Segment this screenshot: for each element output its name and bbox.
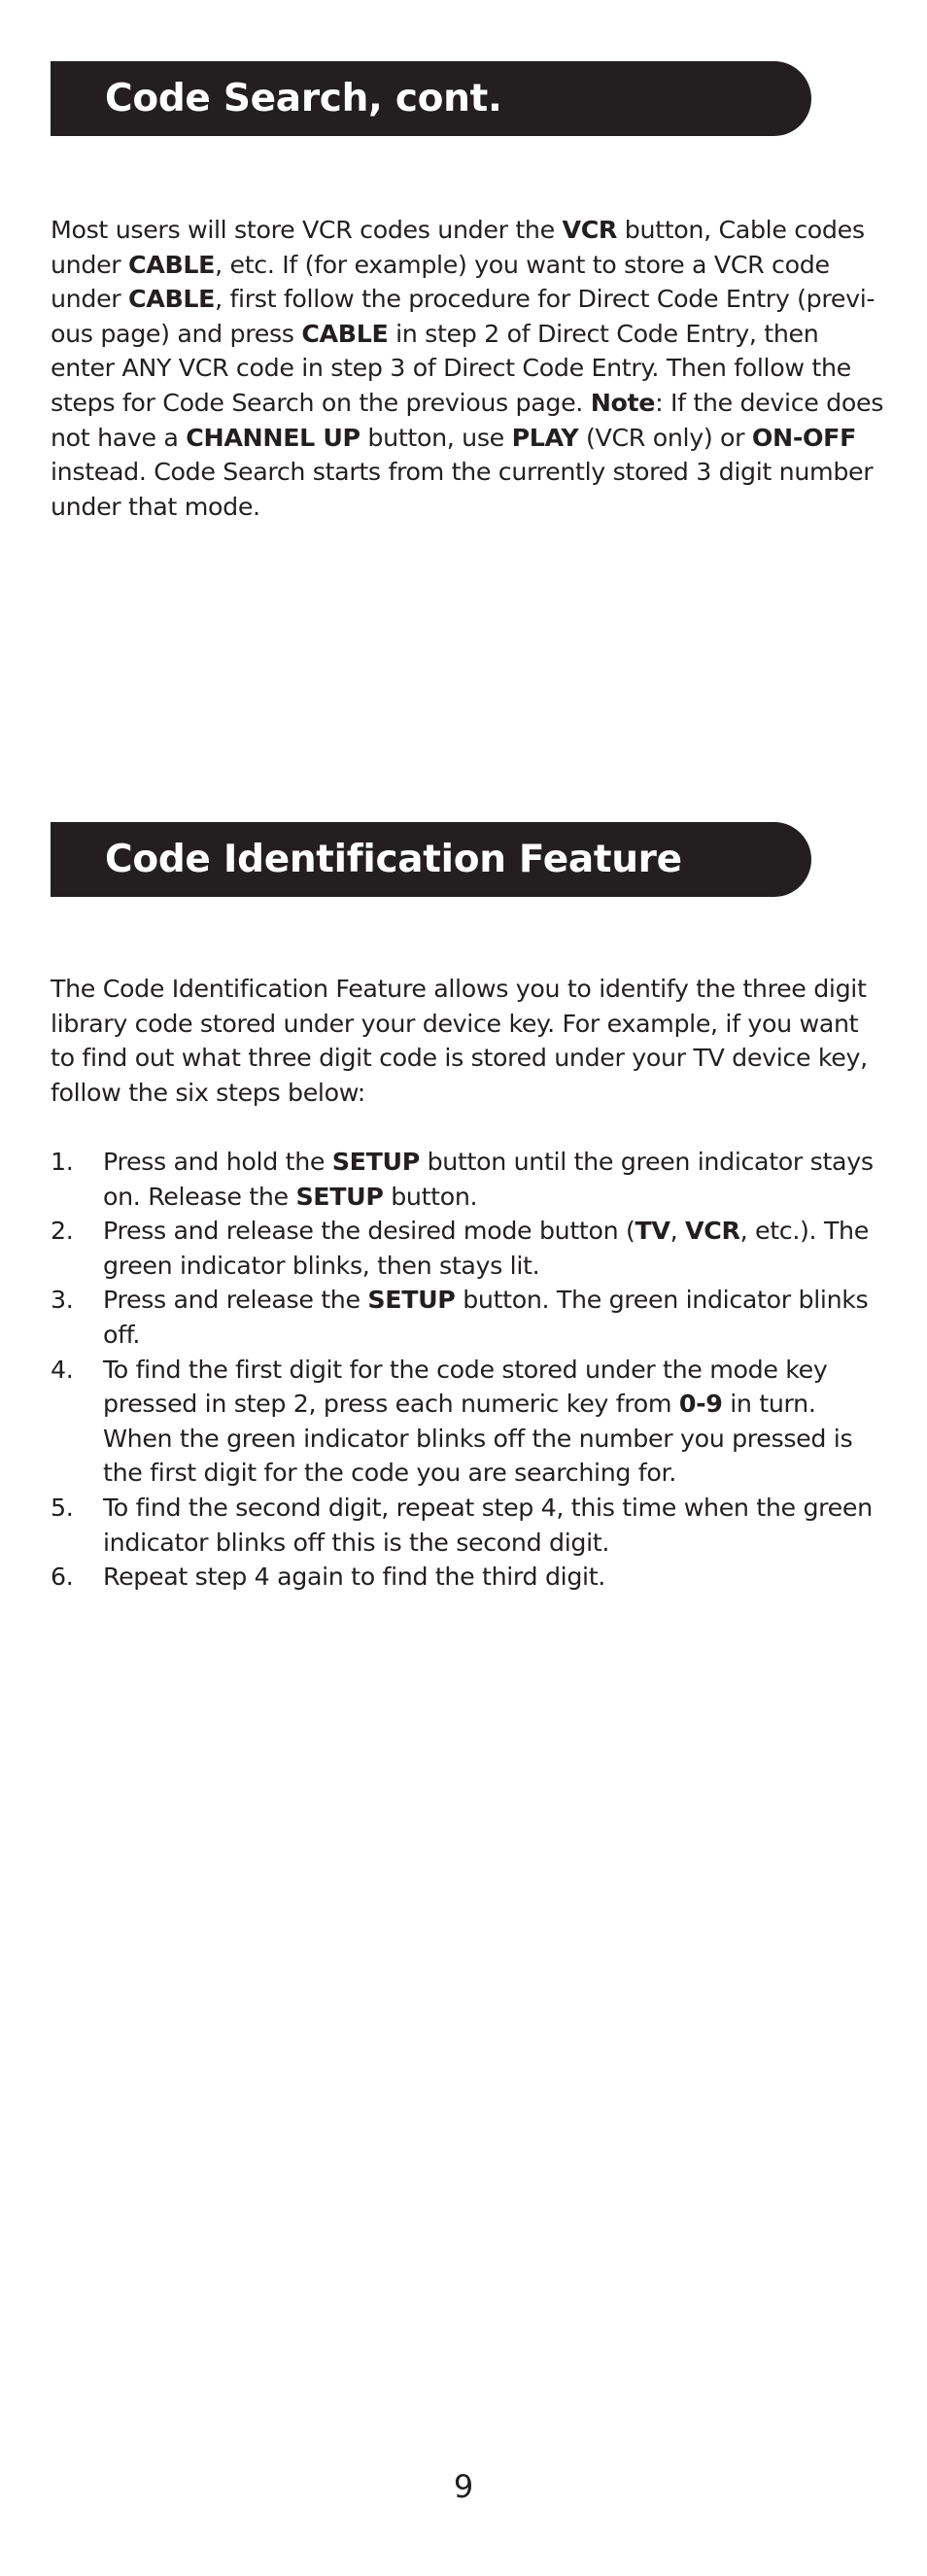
- bold-term: CHANNEL UP: [186, 423, 360, 452]
- bold-term: 0-9: [678, 1390, 723, 1419]
- step-item: [51, 1145, 886, 1214]
- step-number: 5.: [51, 1493, 74, 1522]
- section-title: Code Search, cont.: [105, 77, 502, 120]
- text-run: : If the device does not have a: [51, 388, 884, 452]
- bold-term: PLAY: [511, 423, 579, 452]
- text-run: button.: [383, 1182, 478, 1211]
- step-item: [51, 1214, 886, 1283]
- section-header-code-search: [51, 61, 811, 136]
- text-run: button. The green indicator blinks off.: [103, 1286, 869, 1349]
- bold-term: SETUP: [367, 1286, 456, 1315]
- step-number: 3.: [51, 1286, 74, 1315]
- bold-term: Note: [590, 388, 656, 417]
- bold-term: VCR: [685, 1217, 740, 1246]
- text-run: Press and release the desired mode button (: [103, 1217, 635, 1246]
- step-item: [51, 1560, 886, 1595]
- step-number: 1.: [51, 1148, 74, 1176]
- bold-term: ON-OFF: [751, 423, 857, 452]
- text-run: (VCR only) or: [578, 423, 752, 452]
- section-header-code-identification: [51, 822, 811, 897]
- text-run: button until the green indicator stays on. Release the: [103, 1148, 874, 1211]
- text-run: To find the second digit, repeat step 4, this time when the green indicator blinks off this is the second digit.: [103, 1493, 873, 1557]
- text-run: To find the first digit for the code stored under the mode key pressed in step 2, press each numeric key from: [103, 1355, 828, 1419]
- step-item: [51, 1491, 886, 1560]
- text-run: button, use: [360, 423, 512, 452]
- bold-term: SETUP: [295, 1182, 384, 1211]
- text-run: in turn. When the green indicator blinks off the number you pressed is the first digit for the code you are searching for.: [103, 1390, 853, 1488]
- bold-term: SETUP: [331, 1148, 420, 1176]
- bold-term: CABLE: [301, 319, 389, 348]
- text-run: Press and hold the: [103, 1148, 332, 1176]
- text-run: , etc. If (for example) you want to store a VCR code under: [51, 250, 830, 314]
- step-number: 4.: [51, 1355, 74, 1384]
- bold-term: CABLE: [128, 250, 216, 279]
- text-run: , etc.). The green indicator blinks, then stays lit.: [103, 1217, 869, 1280]
- code-search-paragraph: [51, 213, 886, 524]
- text-run: button, Cable codes under: [51, 216, 865, 279]
- text-run: Repeat step 4 again to find the third digit.: [103, 1563, 605, 1592]
- text-run: , first follow the procedure for Direct Code Entry (previ-ous page) and press: [51, 285, 876, 348]
- step-number: 6.: [51, 1563, 74, 1592]
- steps-list: [51, 1145, 886, 1595]
- text-run: in step 2 of Direct Code Entry, then enter ANY VCR code in step 3 of Direct Code Entry. Then follow the steps for Code Search on the previous page.: [51, 319, 851, 417]
- section-title: Code Identification Feature: [105, 838, 682, 881]
- step-item: [51, 1353, 886, 1491]
- text-run: instead. Code Search starts from the currently stored 3 digit number under that mode.: [51, 458, 874, 521]
- text-run: Press and release the: [103, 1286, 368, 1315]
- step-item: [51, 1283, 886, 1352]
- step-number: 2.: [51, 1217, 74, 1246]
- bold-term: VCR: [562, 216, 618, 244]
- code-identification-intro: The Code Identification Feature allows you to identify the three digit library code stored under your device key. For example, if you want to find out what three digit code is stored under your TV device key, follow the six steps below:: [51, 975, 868, 1107]
- text-run: ,: [670, 1217, 686, 1246]
- page-number: 9: [453, 2468, 474, 2505]
- text-run: Most users will store VCR codes under the: [51, 216, 563, 244]
- bold-term: CABLE: [128, 285, 216, 314]
- bold-term: TV: [635, 1217, 670, 1246]
